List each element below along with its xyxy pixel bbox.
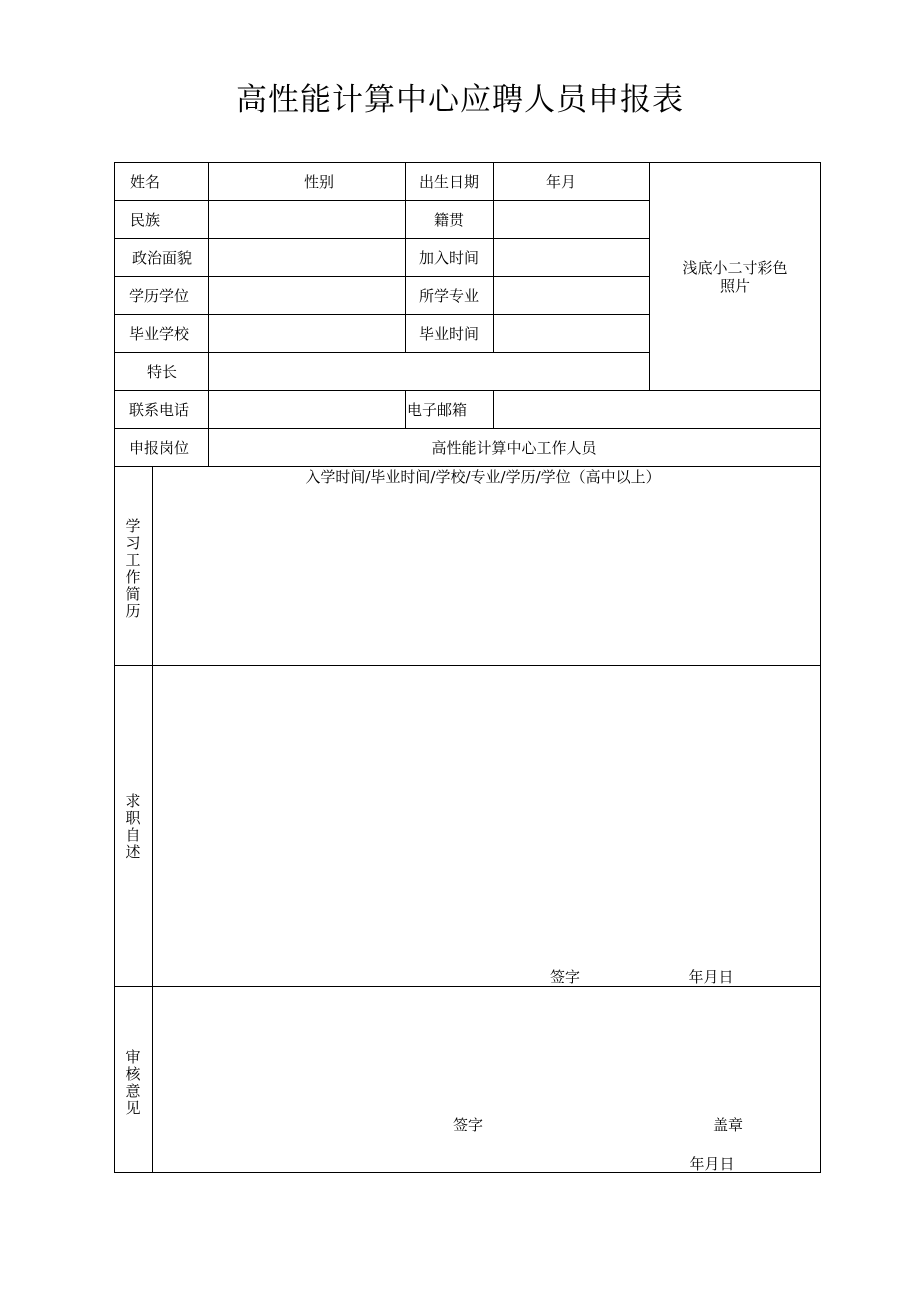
resume-section-label: 学习工作简历 — [125, 517, 141, 620]
review-seal-label: 盖章 — [712, 1116, 744, 1134]
statement-section-label: 求职自述 — [125, 792, 141, 861]
name-label: 姓名 — [129, 173, 161, 191]
photo-placeholder — [649, 259, 821, 295]
degree-label: 学历学位 — [128, 287, 190, 305]
birth-date-label: 出生日期 — [418, 173, 480, 191]
statement-date-label: 年月日 — [688, 968, 734, 986]
photo-instruction-line2: 照片 — [719, 277, 750, 295]
major-label: 所学专业 — [418, 287, 480, 305]
birth-date-value: 年月 — [545, 173, 577, 191]
review-signature-label: 签字 — [452, 1116, 484, 1134]
join-time-label: 加入时间 — [418, 249, 480, 267]
review-date-label: 年月日 — [689, 1155, 735, 1173]
political-status-label: 政治面貌 — [131, 249, 193, 267]
position-value: 高性能计算中心工作人员 — [431, 439, 597, 457]
graduation-time-label: 毕业时间 — [418, 325, 480, 343]
specialty-label: 特长 — [146, 363, 178, 381]
ethnicity-label: 民族 — [129, 211, 161, 229]
phone-label: 联系电话 — [128, 401, 190, 419]
photo-instruction-line1: 浅底小二寸彩色 — [682, 259, 788, 277]
gender-label: 性别 — [303, 173, 335, 191]
statement-signature-label: 签字 — [549, 968, 581, 986]
page-title: 高性能计算中心应聘人员申报表 — [236, 82, 684, 118]
graduate-school-label: 毕业学校 — [128, 325, 190, 343]
review-section-label: 审核意见 — [125, 1048, 141, 1117]
resume-hint: 入学时间/毕业时间/学校/专业/学历/学位（高中以上） — [305, 468, 661, 486]
native-place-label: 籍贯 — [433, 211, 465, 229]
email-label: 电子邮箱 — [406, 401, 468, 419]
position-label: 申报岗位 — [128, 439, 190, 457]
application-form — [114, 162, 821, 1173]
